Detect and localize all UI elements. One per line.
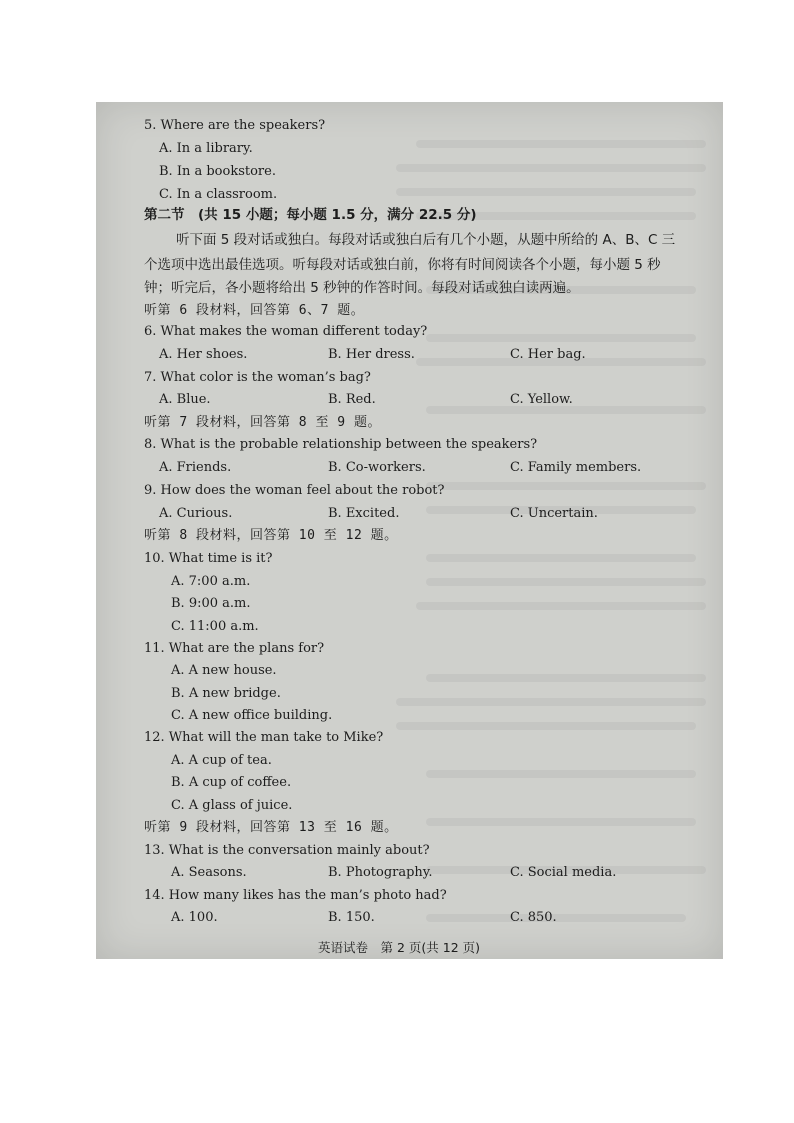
section-2-instruction-3: 钟；听完后，各小题将给出 5 秒钟的作答时间。每段对话或独白读两遍。 — [144, 280, 580, 296]
q14-option-c: C. 850. — [510, 910, 557, 925]
q11-option-b: B. A new bridge. — [171, 686, 281, 701]
q9-option-a: A. Curious. — [159, 506, 233, 521]
q11-option-a: A. A new house. — [171, 663, 277, 678]
question-13: 13. What is the conversation mainly about? — [144, 843, 430, 858]
q13-option-a: A. Seasons. — [171, 865, 247, 880]
q8-option-c: C. Family members. — [510, 460, 642, 475]
q9-option-b: B. Excited. — [328, 506, 400, 521]
q12-option-a: A. A cup of tea. — [171, 753, 272, 768]
segment-6-header: 听第 6 段材料，回答第 6、7 题。 — [144, 303, 365, 318]
segment-7-header: 听第 7 段材料，回答第 8 至 9 题。 — [144, 415, 381, 430]
q10-option-a: A. 7:00 a.m. — [171, 574, 251, 589]
q8-option-a: A. Friends. — [159, 460, 232, 475]
q6-option-b: B. Her dress. — [328, 347, 415, 362]
question-5: 5. Where are the speakers? — [144, 118, 326, 133]
q6-option-c: C. Her bag. — [510, 347, 586, 362]
question-10: 10. What time is it? — [144, 551, 273, 566]
q10-option-c: C. 11:00 a.m. — [171, 619, 259, 634]
q8-option-b: B. Co-workers. — [328, 460, 426, 475]
q7-option-a: A. Blue. — [159, 392, 211, 407]
q12-option-c: C. A glass of juice. — [171, 798, 293, 813]
q13-option-c: C. Social media. — [510, 865, 617, 880]
q7-option-c: C. Yellow. — [510, 392, 573, 407]
q5-option-c: C. In a classroom. — [159, 187, 278, 202]
q6-option-a: A. Her shoes. — [159, 347, 248, 362]
q9-option-c: C. Uncertain. — [510, 506, 598, 521]
section-2-title: 第二节 (共 15 小题；每小题 1.5 分，满分 22.5 分) — [144, 207, 477, 223]
question-11: 11. What are the plans for? — [144, 641, 325, 656]
section-2-instruction-1: 听下面 5 段对话或独白。每段对话或独白后有几个小题，从题中所给的 A、B、C 三 — [176, 232, 676, 248]
segment-9-header: 听第 9 段材料，回答第 13 至 16 题。 — [144, 820, 398, 835]
q10-option-b: B. 9:00 a.m. — [171, 596, 251, 611]
exam-page — [96, 102, 723, 959]
segment-8-header: 听第 8 段材料，回答第 10 至 12 题。 — [144, 528, 398, 543]
q11-option-c: C. A new office building. — [171, 708, 333, 723]
question-9: 9. How does the woman feel about the robot? — [144, 483, 445, 498]
question-14: 14. How many likes has the man’s photo had? — [144, 888, 447, 903]
page-footer: 英语试卷 第 2 页(共 12 页) — [318, 940, 481, 955]
q7-option-b: B. Red. — [328, 392, 376, 407]
q13-option-b: B. Photography. — [328, 865, 433, 880]
question-12: 12. What will the man take to Mike? — [144, 730, 384, 745]
q14-option-b: B. 150. — [328, 910, 375, 925]
q5-option-a: A. In a library. — [159, 141, 253, 156]
question-6: 6. What makes the woman different today? — [144, 324, 428, 339]
q5-option-b: B. In a bookstore. — [159, 164, 276, 179]
q14-option-a: A. 100. — [171, 910, 218, 925]
q12-option-b: B. A cup of coffee. — [171, 775, 292, 790]
question-7: 7. What color is the woman’s bag? — [144, 370, 371, 385]
section-2-instruction-2: 个选项中选出最佳选项。听每段对话或独白前，你将有时间阅读各个小题，每小题 5 秒 — [144, 257, 661, 273]
question-8: 8. What is the probable relationship between the speakers? — [144, 437, 538, 452]
